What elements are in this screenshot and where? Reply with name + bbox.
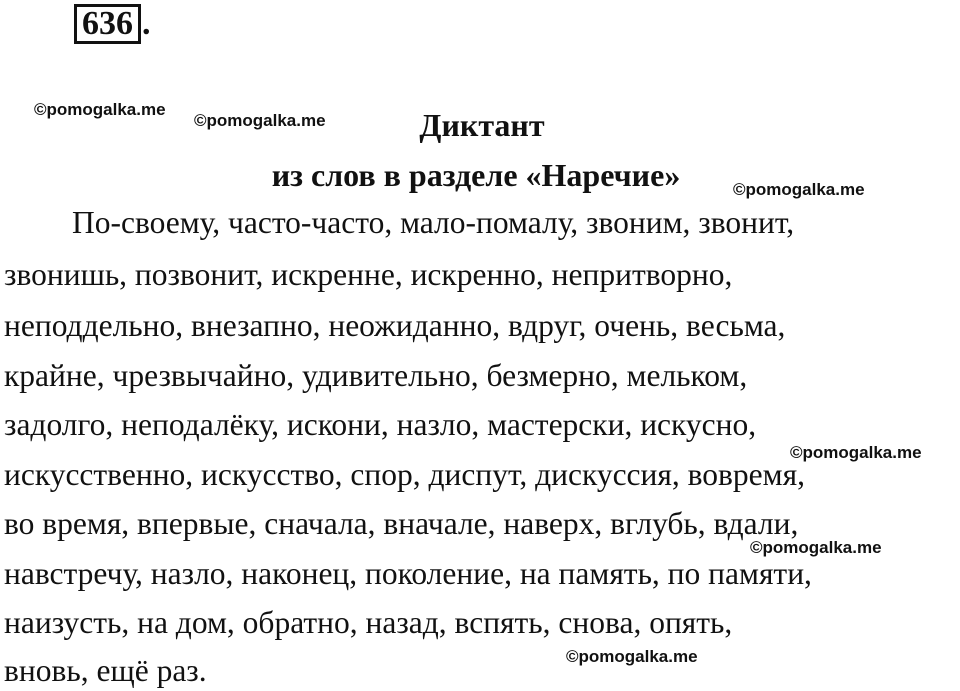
text-line: крайне, чрезвычайно, удивительно, безмерно, мельком, [4, 358, 748, 393]
exercise-number [74, 4, 151, 40]
page-subtitle: из слов в разделе «Наречие» [271, 157, 681, 193]
watermark: ©pomogalka.me [790, 443, 922, 462]
exercise-number-dot: . [142, 5, 151, 42]
text-line: навстречу, назло, наконец, поколение, на память, по памяти, [4, 556, 812, 591]
text-line: задолго, неподалёку, искони, назло, мастерски, искусно, [4, 407, 757, 442]
text-line: По-своему, часто-часто, мало-помалу, звоним, звонит, [72, 205, 795, 240]
page-title: Диктант [419, 107, 545, 143]
text-line: наизусть, на дом, обратно, назад, вспять, снова, опять, [4, 605, 733, 640]
text-line: звонишь, позвонит, искренне, искренно, непритворно, [4, 257, 733, 292]
text-line: во время, впервые, сначала, вначале, наверх, вглубь, вдали, [4, 506, 799, 541]
watermark: ©pomogalka.me [566, 647, 698, 666]
watermark: ©pomogalka.me [750, 538, 882, 557]
exercise-number-box: 636 [74, 4, 141, 44]
watermark: ©pomogalka.me [194, 111, 326, 130]
text-line: неподдельно, внезапно, неожиданно, вдруг, очень, весьма, [4, 308, 786, 343]
text-line: искусственно, искусство, спор, диспут, дискуссия, вовремя, [4, 457, 805, 492]
watermark: ©pomogalka.me [34, 100, 166, 119]
text-line: вновь, ещё раз. [4, 653, 207, 688]
watermark: ©pomogalka.me [733, 180, 865, 199]
